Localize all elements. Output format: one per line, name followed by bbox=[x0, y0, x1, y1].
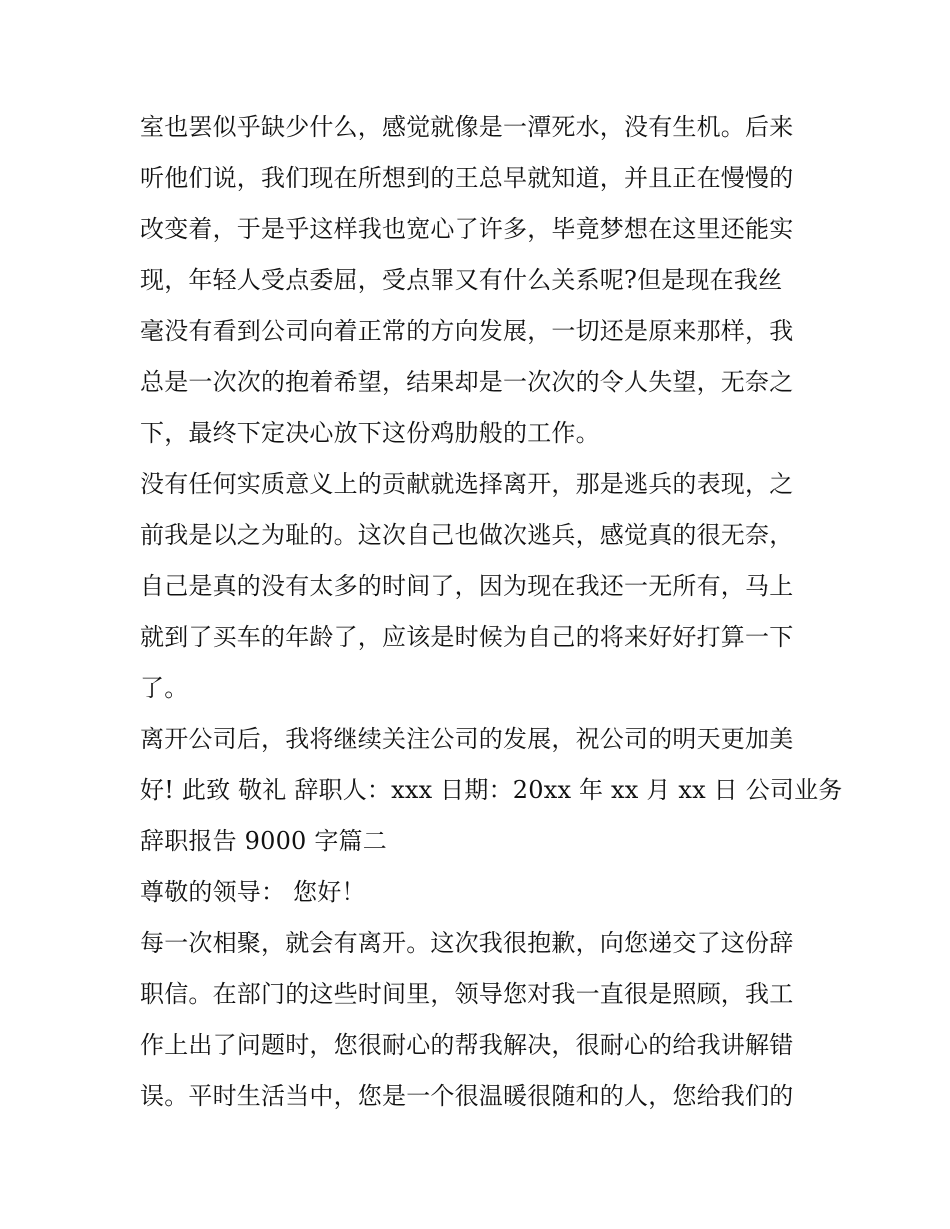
salutation: 尊敬的领导： 您好！ bbox=[140, 878, 366, 906]
text-line: 改变着，于是乎这样我也宽心了许多，毕竟梦想在这里还能实 bbox=[140, 215, 794, 243]
text-line: 下，最终下定决心放下这份鸡肋般的工作。 bbox=[140, 419, 600, 447]
text-line: 没有任何实质意义上的贡献就选择离开，那是逃兵的表现，之 bbox=[140, 470, 794, 498]
text-line: 室也罢似乎缺少什么，感觉就像是一潭死水，没有生机。后来 bbox=[140, 113, 794, 141]
text-line: 作上出了问题时，您很耐心的帮我解决，很耐心的给我讲解错 bbox=[140, 1031, 794, 1059]
text-line: 误。平时生活当中，您是一个很温暖很随和的人，您给我们的 bbox=[140, 1082, 794, 1110]
text-line: 就到了买车的年龄了，应该是时候为自己的将来好好打算一下 bbox=[140, 623, 794, 651]
text-line: 总是一次次的抱着希望，结果却是一次次的令人失望，无奈之 bbox=[140, 368, 794, 396]
text-line: 现，年轻人受点委屈，受点罪又有什么关系呢?但是现在我丝 bbox=[140, 266, 783, 294]
section-heading: 辞职报告 9000 字篇二 bbox=[140, 827, 387, 855]
text-line: 毫没有看到公司向着正常的方向发展，一切还是原来那样，我 bbox=[140, 317, 794, 345]
text-line: 离开公司后，我将继续关注公司的发展，祝公司的明天更加美 bbox=[140, 725, 794, 753]
text-line: 听他们说，我们现在所想到的王总早就知道，并且正在慢慢的 bbox=[140, 164, 794, 192]
text-line: 好! 此致 敬礼 辞职人：xxx 日期：20xx 年 xx 月 xx 日 公司业务 bbox=[140, 776, 843, 804]
text-line: 了。 bbox=[140, 674, 189, 702]
text-line: 自己是真的没有太多的时间了，因为现在我还一无所有，马上 bbox=[140, 572, 794, 600]
text-line: 每一次相聚，就会有离开。这次我很抱歉，向您递交了这份辞 bbox=[140, 929, 794, 957]
document-body bbox=[140, 102, 843, 1122]
text-line: 前我是以之为耻的。这次自己也做次逃兵，感觉真的很无奈， bbox=[140, 521, 794, 549]
text-line: 职信。在部门的这些时间里，领导您对我一直很是照顾，我工 bbox=[140, 980, 794, 1008]
